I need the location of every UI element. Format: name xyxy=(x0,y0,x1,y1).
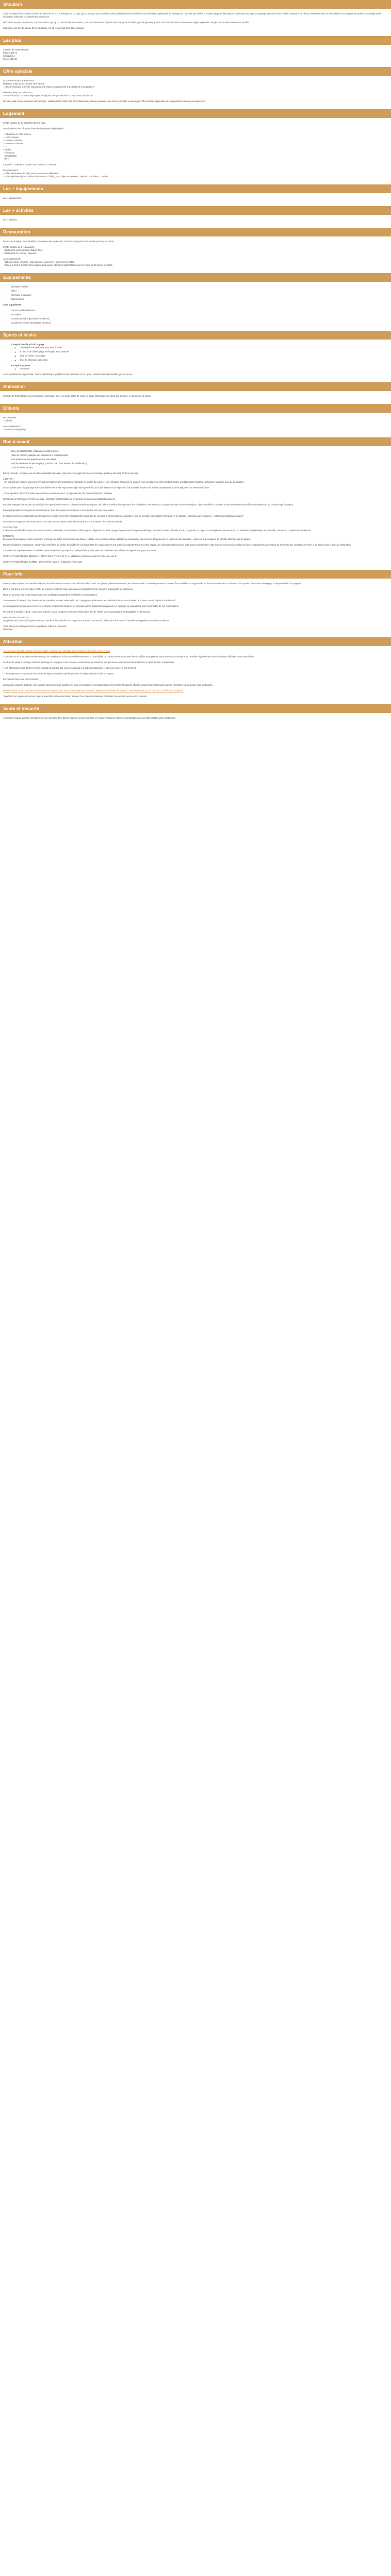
infos-paragraph: Toutefois il est rappelé qu'aucune règle ne interdit la sortie du territoire national. Pour plus d'informations, contactez directement notre service clientèle. xyxy=(3,695,148,698)
section-title-logement: Logement xyxy=(0,109,391,118)
infos-paragraph xyxy=(3,689,388,692)
formalites-paragraph: A NOTER : - En cas d'arrivée tardive, vous devrez vous présenter dès le lendemain à l'aéroport ou auprès de la police. Les formalités sanitaires en vigueur. Pour un retour sur votre territoire, toutes les dispositions sanitaires préconisées dans le pays de destination. xyxy=(3,478,245,483)
list-item: • Service de blanchisserie xyxy=(11,309,388,312)
pour-info-paragraph: PRÉCISION DESCRIPTIF Les photos et les descriptifs présentés sont donnés à titre indicatif et n'ont pas de caractère contractuel. L'hôtel peut être amené à modifier ou supprimer certaines prestations. xyxy=(3,616,170,622)
section-title-pour-info: Pour Info xyxy=(0,570,391,579)
list-item: • Wi-Fi xyxy=(11,290,388,293)
formalites-paragraph: Pour les voyageurs se rendant au Sénégal, les rappels concernant la politique sanitaire en vigueur. Afin d'être actuelles, elles peuvent être modifiées à tout moment, y compris pendant la durée du séjour. Il est conseillé de consulter le site du ministère des Affaires étrangères et du Conseil Pays étrangers. xyxy=(3,503,294,506)
attention-content xyxy=(0,646,391,698)
section-title-sante-securite: Santé et Sécurité xyxy=(0,704,391,713)
list-item: • Boutiques xyxy=(11,313,388,316)
list-item: • Taxe de séjour incluse. xyxy=(11,466,388,469)
list-item: • Les animaux de compagnie ne sont pas admis. xyxy=(11,458,388,461)
attention-paragraph xyxy=(3,650,388,653)
list-item: • Dîner de Noël (24/12) et Nouvel An (31/12) inclus. xyxy=(11,450,388,453)
attention-link[interactable]: * Mesures de sécurité sanitaire sur les voyages : mesures de restriction sur les liaisons aériennes vers la région xyxy=(3,650,110,652)
pour-info-paragraph: Nous ne pouvons être tenus responsables de modifications apportées par l'hôtel à ses prestations. xyxy=(3,594,97,596)
logement-paragraph: L'hôtel dispose de 64 chambres dont 9 villas. xyxy=(3,122,46,124)
situation-paragraph: Situé en Afrique francophone à moins de 6 heures de vol, le Sénégal est un pays qui ne manque pas d'attraits. Doté (Dakar) du climat ensoleillé tendu de falaises gréseuses, le Sénégal est l'une des plus belles et les plus propices destinations touristiques du pays. Le paysage est entre mer et forêts ouvertes et un réseau d'infrastructures et d'installations touristiques de qualité. Le Sénégal est la destination balnéaire et culturelle par excellence. xyxy=(3,12,381,18)
formalites-paragraph: Les modalités pour chaque pays sont consultables sur le site https://www.diplomatie.gouv.fr/fr/ La faculté d'entrer et de séjourner : les autorités locales sont seules compétentes pour les séjours et se réservent le droit. xyxy=(3,486,210,489)
animation-content xyxy=(0,391,391,398)
les-plus-paragraph: À 500 m du centre de Saly Plage à 150 m Spot piscine Séjour détente xyxy=(3,48,29,60)
pour-info-paragraph: Votre séjour est aussi pour le tour, proposition, même si le hasard... Plein bien xyxy=(3,625,68,631)
section-title-equipements-plus: Les + équipements xyxy=(0,184,391,193)
logement-paragraph: Capacité : 3 adultes + 1 enfant ou 2 adultes + 2 enfants. xyxy=(3,163,57,166)
section-title-activites-plus: Les + activités xyxy=(0,206,391,215)
section-title-situation: Situation xyxy=(0,0,391,9)
offre-paragraph: Remises déjà incluses dans les tarifs en ligne, valable dans la limite des offres disponibles et non cumulable avec toute autre offre ou avantage. Offre spéciale applicable sur les prestations hôtelières uniquement. xyxy=(3,100,205,103)
offre-paragraph: Réservez jusqu'au 15/03/2019 : - 5% de réduction sur votre séjour pour les séjours compris entre le 01/04/2019 et 30/10/2019. xyxy=(3,91,93,97)
list-item: • Blanchisserie xyxy=(11,298,388,301)
sante-paragraph: Avant votre départ, veuillez consulter le site du ministère des Affaires étrangères pour connaître les risques sanitaires et les recommandations de sécurité relatifs à votre destination. xyxy=(3,717,176,719)
section-title-equipements: Equipements xyxy=(0,273,391,282)
situation-paragraph: Découvrez les parcs nationaux, comme celui du Djoudj, ou celui du delta du Saloum, que les Casamance, régions avec mangrove et forêts, pays de greniers grands. Pour des vacances tournées ver plages agréables, les plus importantes touristes de qualité. xyxy=(3,21,250,24)
pour-info-paragraph: Personnes à mobilité réduite : nous vous invitons à nous contacter avant votre réservation afin de vérifier que les prestations sont adaptées à vos besoins. xyxy=(3,611,151,613)
logement-content xyxy=(0,118,391,178)
equipements-plus-paragraph: Les + équipements xyxy=(3,197,22,199)
attention-paragraph: * L'hébergement et le transport font l'objet de règles sanitaires spécifiques selon la réglementation locale en vigueur. xyxy=(3,672,115,675)
equipements-sublabel: Avec supplément : xyxy=(3,303,23,306)
passeport-paragraph: Passeport (valide 6 mois après la date de retour). Pour les séjours de moins de 3 mois, le visa n'est pas nécessaire. xyxy=(3,509,114,512)
restauration-paragraph: L'hôtel dispose de 2 restaurants : - Restaurant gastronomique 'Dakar' dîner - Restaurant à la Piscine, Déjeuner xyxy=(3,246,43,255)
list-item: • Location de voiture (prestataire extérieur) xyxy=(11,321,388,325)
les-plus-content xyxy=(0,45,391,61)
enfants-paragraph: Par demande : - Lit bébé xyxy=(3,416,18,422)
pour-info-content xyxy=(0,579,391,631)
list-item: ◦ Salle de fitness, massages xyxy=(20,354,388,358)
logement-paragraph: Les chambres sont réparties dans des bungalows de plain-pied. xyxy=(3,127,64,130)
list-label: En option payante xyxy=(11,364,30,367)
vaccination-paragraph: VACCINATION Il est recommandé d'être à jour de ses vaccinations habituelles. Vaccin contre la fièvre jaune obligatoire pour les voyageurs provenant d'un pays endémique. Le vaccin contre l'hépatite A et B, la typhoïde, la rage et la méningite est recommandé. Un traitement antipaludique est conseillé ; demandez conseil à votre médecin. xyxy=(3,526,312,532)
sports-included-list xyxy=(3,343,388,370)
formalites-paragraph: - Pour rejoindre l'aéroport il existe désormais un nouvel aéroport. Le trajet sera de 1h15 depuis l'aéroport et Dakar. xyxy=(3,492,113,495)
attention-paragraph: * Dans le cas où la situation sanitaire évolue, les conditions d'accès aux établissements et la disponibilité de certains services peuvent être modifiées sans préavis. Nous vous recommandons de consulter régulièrement les informations officielles avant votre départ. xyxy=(3,655,255,658)
vaccination-paragraph: DANGERS En cas de forte chaleur, évitez l'exposition prolongée au soleil, buvez beaucoup d'eau et utilisez une protection solaire adaptée. Les baignades peuvent être dangereuses en raison de forts courants ; respectez les consignes de sécurité affichées sur les plages. xyxy=(3,535,251,540)
sante-securite-content xyxy=(0,713,391,720)
list-item: ◦ Grande piscine extérieure avec bain à bulles xyxy=(20,346,388,349)
enfants-content xyxy=(0,413,391,431)
list-item: ◦ 6 / 320 m de l'hôtel, plage aménagée avec parasols xyxy=(20,350,388,353)
sports-paragraph: Avec supplément et à proximité : casino, discothèque, golf (18 trous), équitation (13 €), quad, croisière des mers, balade, pêche en mer. xyxy=(3,373,133,376)
bon-a-savoir-content xyxy=(0,446,391,564)
section-title-animation: Animation xyxy=(0,382,391,391)
logement-paragraph: En supplément : - Coffre fort (à partir de 4€/j, sous réserve de modification). - Suite Supérieure (50m²) même équipement. 1 lit king size, séjour et terrasse. Capacité : 2 adultes + 1 enfant. xyxy=(3,169,109,178)
restauration-paragraph: Avec supplément : - Option pension complète : petit-déjeuner, déjeuner et dîner servis à table. - Service à thème 'Soirée' selon cuisine de la région, et menu 2 plats 'Tapas' pour les moins de 18 ans et à volonté. xyxy=(3,258,113,266)
section-title-offre: Offre spéciale xyxy=(0,67,391,76)
section-title-bon-a-savoir: Bon à savoir xyxy=(0,437,391,446)
list-item: • Consigne à bagages xyxy=(11,294,388,297)
list-item: • Taux de chambre adaptée aux personnes à mobilité réduite. xyxy=(11,454,388,457)
pour-info-paragraph: Les compagnies aériennes se réservent le droit de modifier les horaires, les itinéraires et les appareils sans préavis. Le voyagiste ne saurait être tenu responsable de ces modifications. xyxy=(3,605,179,607)
restauration-paragraph: Durant votre séjour, vous bénéficiez du service des repas avec 1 boisson par personne à volonté pendant les repas. xyxy=(3,240,115,243)
activites-plus-content xyxy=(0,215,391,222)
situation-paragraph: Club situé à 12 km de Mbour, 80 km de Dakar et à 45 km de l'aéroport Blaise Diagne. xyxy=(3,27,85,29)
equipements-paid-list xyxy=(3,309,388,325)
list-group-label xyxy=(11,364,388,370)
infos-paragraph: INFORMATIONS AUX VOYAGEURS xyxy=(3,678,39,681)
section-title-enfants: Enfants xyxy=(0,404,391,413)
section-title-restauration: Restauration xyxy=(0,228,391,236)
infos-paragraph: La situation sanitaire, politique et sécuritaire pouvant évoluer rapidement, nous vous invitons à consulter régulièrement les informations officielles avant votre départ ainsi que les formalités requises pour votre destination. xyxy=(3,684,213,686)
attention-paragraph: Les frais de santé à l'étranger restent à la charge du voyageur. Il est vivement recommandé de souscrire une assurance couvrant les frais médicaux, le rapatriement et l'annulation. xyxy=(3,661,175,664)
situation-content xyxy=(0,9,391,30)
attention-paragraph: * Les informations sont données à titre indicatif sur la base des éléments connus à la date de publication et peuvent évoluer à tout moment. xyxy=(3,667,137,669)
passeport-paragraph: Les mineurs voyageant sans leurs parents ou avec un seul parent doivent être munis d'une autorisation de sortie de territoire. xyxy=(3,520,123,523)
restauration-content xyxy=(0,236,391,267)
offre-content xyxy=(0,76,391,103)
activites-plus-paragraph: Les + activités xyxy=(3,218,17,221)
pour-info-paragraph: La connexion à l'aéroport, les horaires et les transferts peuvent varier selon les compagnies aériennes et les conditions de vol. Les horaires de vol sont communiqués à titre indicatif. xyxy=(3,599,176,602)
list-label: Compris dans le prix du voyage xyxy=(11,343,44,346)
equipements-content xyxy=(0,282,391,325)
important-paragraph: COURANT ÉLECTRIQUE SÉNÉGAL : 230V à 50Hz. Type C, D, E, K. Adaptateur nécessaire pour les prises de type D. xyxy=(3,555,117,557)
important-paragraph: L'adresse des représentations consulaires et les informations pratiques sont disponibles sur les sites des ministères des Affaires étrangères des pays concernés. xyxy=(3,549,157,552)
pour-info-paragraph: Vous trouverez en ces commentaires la liste des informations correspondant à l'hôtel sélectionné. Les photos présentées ne sont pas contractuelles. Certaines prestations peuvent être modifiées ou supprimées en fonction de la saison ou du taux d'occupation, sans que cela engage la responsabilité du voyagiste. xyxy=(3,582,302,585)
section-title-attention: Attention xyxy=(0,637,391,646)
equipements-list xyxy=(3,285,388,301)
list-group-label xyxy=(11,343,388,362)
list-item: ◦ Jeux de pétanque, ping-pong xyxy=(20,359,388,362)
important-paragraph: COURANT ÉLECTRIQUE GAMBIE : 230V à 50Hz. Type G. Adaptateur nécessaire. xyxy=(3,561,83,563)
section-title-les-plus: Les plus xyxy=(0,36,391,45)
list-item: • Location de vélos (prestataire extérieur) xyxy=(11,317,388,320)
offre-paragraph: VOS AVANTAGES PLEIN VENT Réservez jusqu'au 31/10/2019 hors saison : - 10% de réduction sur votre séjour pour les séjours compris entre le 01/05/2019 et 31/10/2019. xyxy=(3,79,94,88)
sports-paid-items xyxy=(11,367,388,370)
formalites-paragraph: Concernant les formalités d'entrée au pays : Consultez les formalités sur le site Bon Voyage (www.diplomatie.gouv.fr). xyxy=(3,498,116,500)
enfants-paragraph: Avec supplément : - Service de babysitting xyxy=(3,425,26,431)
bon-a-savoir-list xyxy=(3,450,388,469)
logement-paragraph: - 1 lit double ou 2 lits simples - 1 salon séparé - Douche et toilettes - Terrasse ou balcon - TV - Minibar - Téléphone - Climatisation - Wi-Fi xyxy=(3,133,31,160)
section-title-sports: Sports et loisirs xyxy=(0,331,391,340)
list-item: ◦ Massages xyxy=(20,367,388,370)
animation-paragraph: L'équipe de l'hôtel propose un programme d'animation léger, en soirée défilé de mode ou soirée folklorique, spectacle par semaine, en dehors de la saison. xyxy=(3,395,152,397)
sports-included-items xyxy=(11,346,388,362)
passeport-paragraph: Le règlement hors-contrat relatif aux formalités de voyage et d'entrée est disponible à l'agence de voyages. Il est conseillé de consulter le site du ministère des Affaires étrangères à la rubrique « Conseils aux voyageurs ». https://www.diplomatie.gouv.fr/ xyxy=(3,515,244,517)
infos-link[interactable]: Ministère de la Santé : consultez le site www.sante.gouv.fr pour les recommandations sanitaires. Ministère des Affaires étrangères : www.diplomatie.gouv.fr rubrique Conseils aux voyageurs. xyxy=(3,689,184,692)
sports-content xyxy=(0,340,391,376)
equipements-plus-content xyxy=(0,193,391,200)
list-item: • Réception 24h/24 xyxy=(11,285,388,289)
list-item: • Prêt de serviettes de piscine/plage (caution 15 €, sous réserve de modification). xyxy=(11,462,388,465)
formalites-paragraph: Bonne nouvelle : Compte tenu de votre nationalité française, vous pouvez voyager librement au Sénégal quel que soit votre schéma vaccinal. xyxy=(3,472,139,474)
important-paragraph: Recommandations importantes : Nous vous conseillons de vérifier la validité de vos documents de voyage auprès des autorités compétentes avant votre départ. Les informations figurant sur cette page sont données à titre indicatif et sont susceptibles d'évoluer. Il appartient au voyageur de s'informer des conditions d'entrée et de séjour dans le pays de destination. xyxy=(3,544,351,546)
pour-info-paragraph: Dans le cas d'une surréservation, l'hôtel se réserve le droit de vous loger dans un établissement de catégorie équivalente ou supérieure. xyxy=(3,588,134,590)
